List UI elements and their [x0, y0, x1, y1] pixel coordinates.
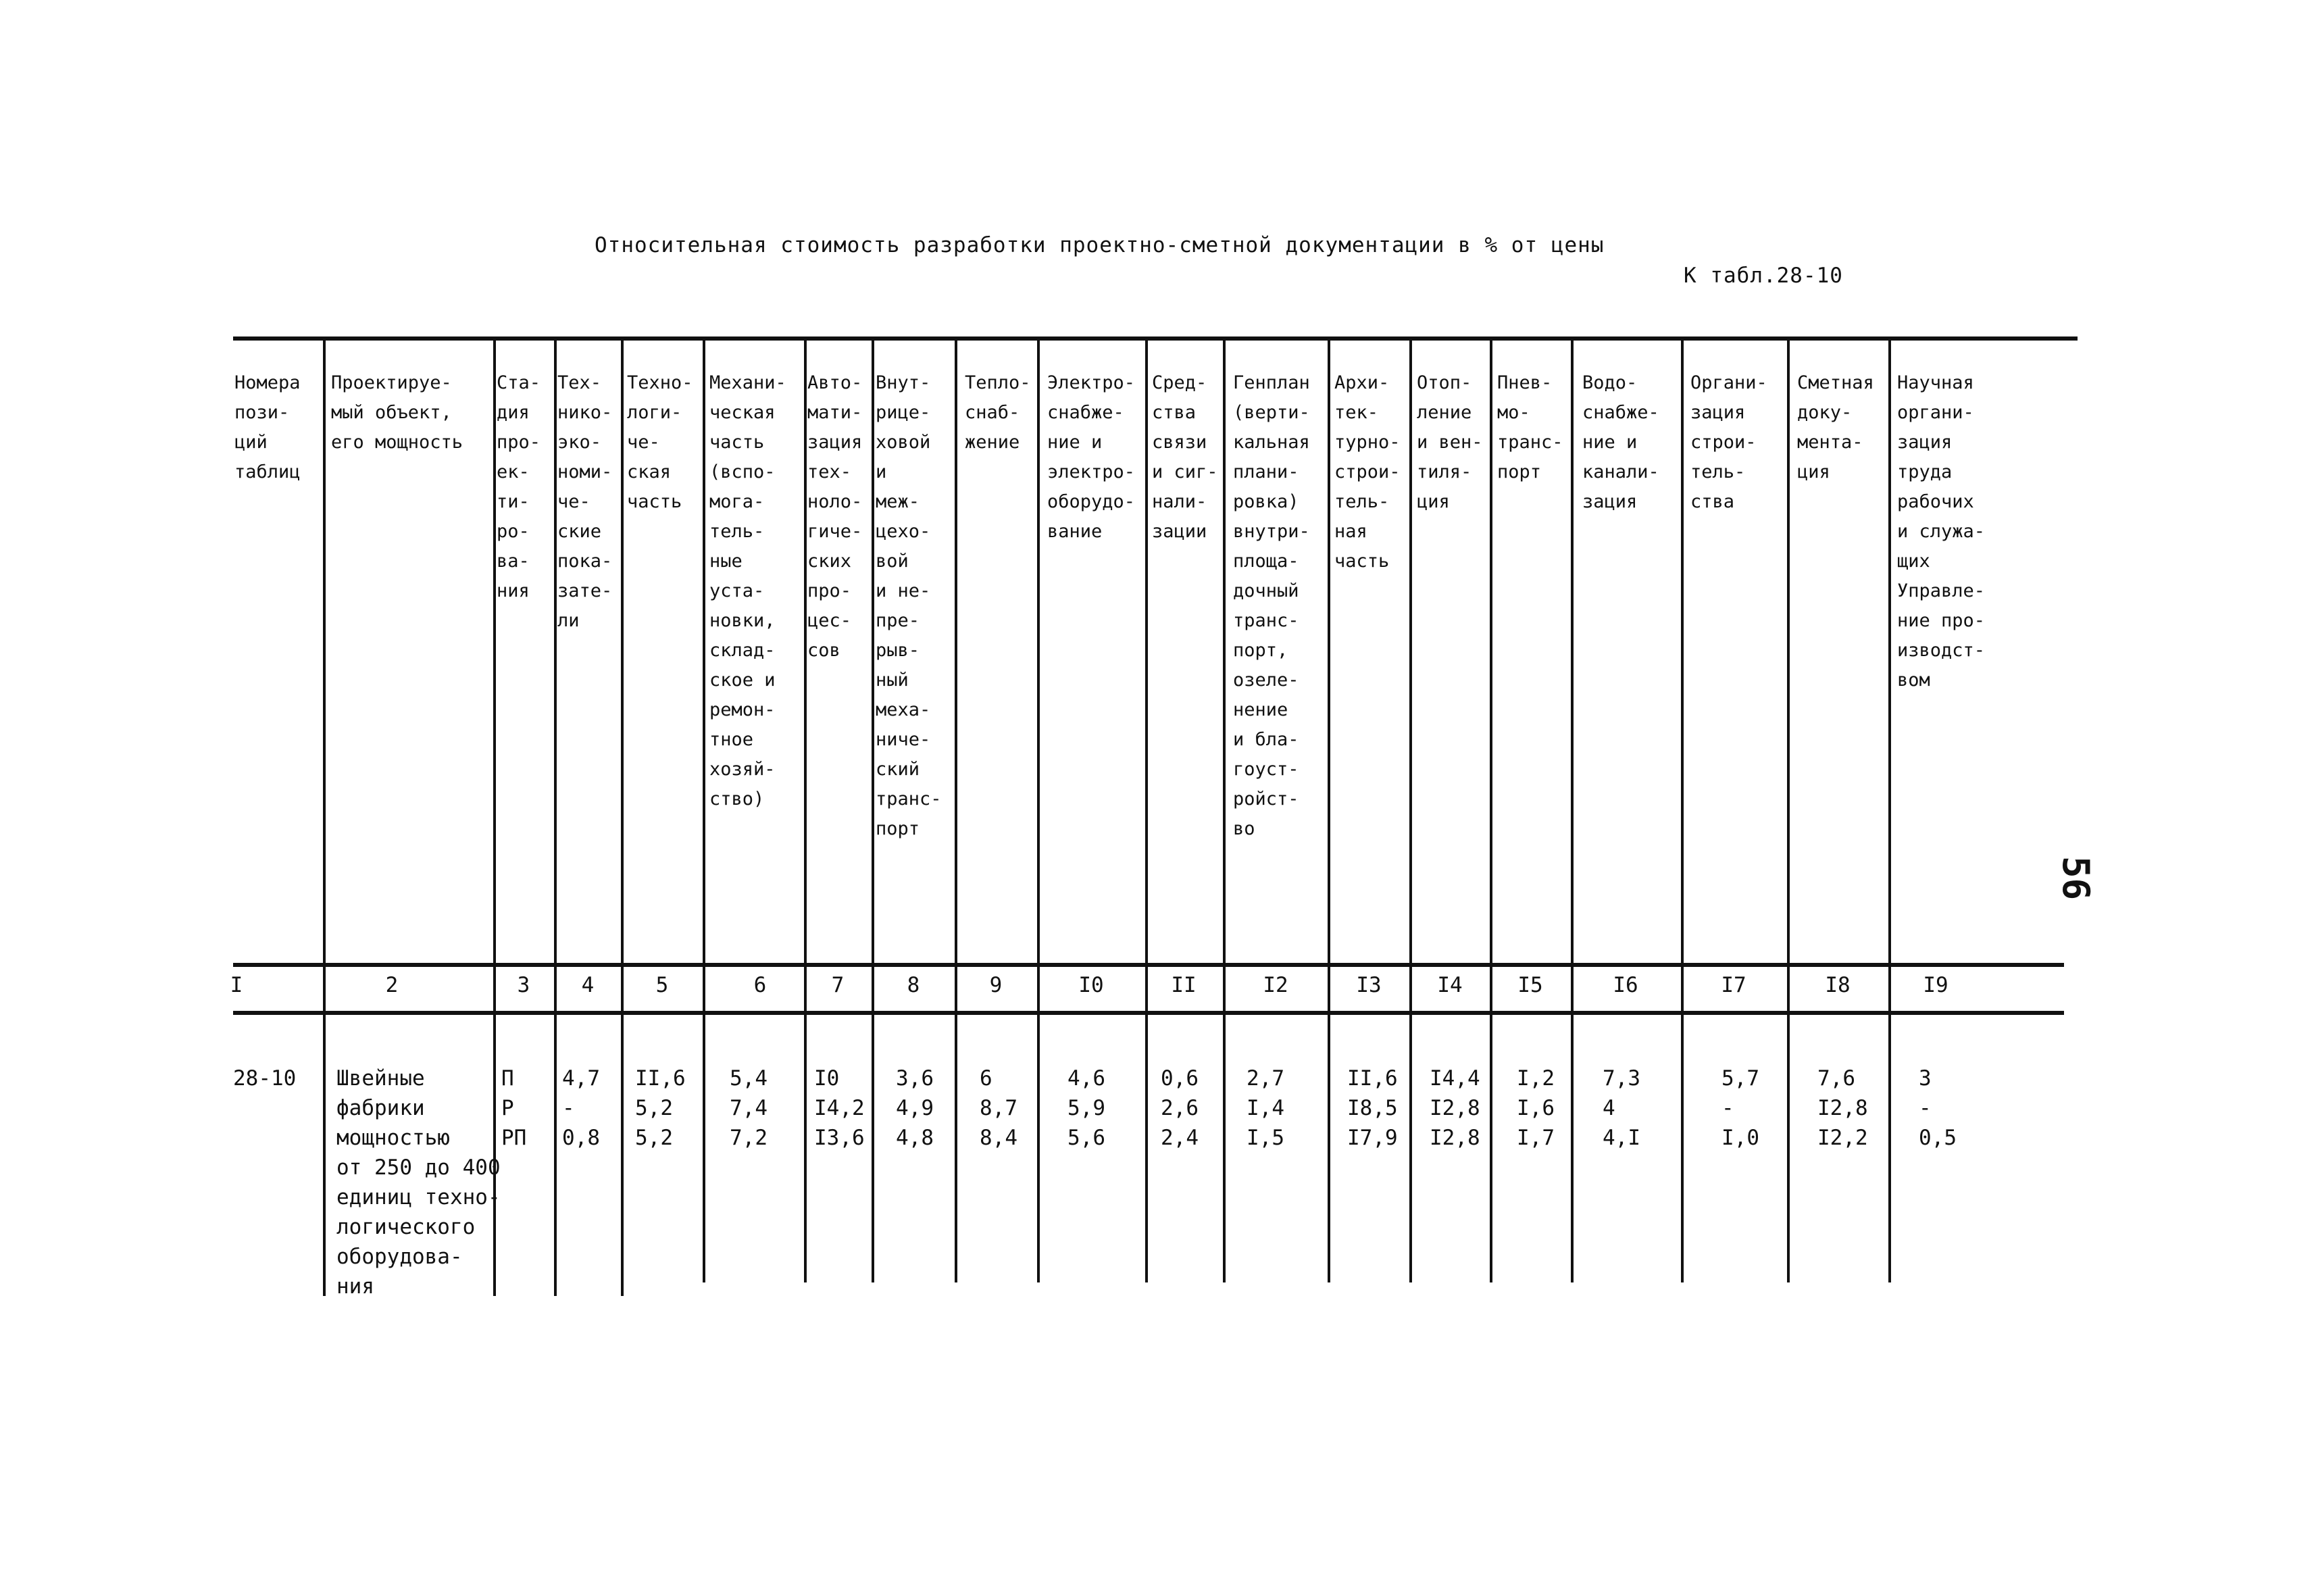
header-col-5: Техно- логи- че- ская часть: [627, 372, 693, 512]
column-number: 8: [907, 973, 920, 997]
cell-heat-supply: 6 8,7 8,4: [980, 1066, 1017, 1150]
header-col-10: Электро- снабже- ние и электро- оборудо- вание: [1047, 372, 1136, 542]
column-divider: [1490, 336, 1492, 1282]
cell-position: 28-10: [233, 1066, 297, 1091]
column-number: I: [230, 973, 243, 997]
header-col-1: Номера пози- ций таблиц: [234, 372, 301, 482]
column-number: I0: [1078, 973, 1104, 997]
column-divider: [1223, 336, 1226, 1282]
header-col-9: Тепло- снаб- жение: [965, 372, 1031, 453]
cell-technological: II,6 5,2 5,2: [635, 1066, 686, 1150]
column-number: I5: [1517, 973, 1543, 997]
column-divider: [621, 336, 624, 1296]
column-divider: [1888, 336, 1891, 1282]
column-divider: [1145, 336, 1148, 1282]
header-col-12: Генплан (верти- кальная плани- ровка) внутри- площа- дочный транс- порт, озеле- нение и бла- гоуст- ройст- во: [1233, 372, 1310, 839]
column-number: I4: [1437, 973, 1463, 997]
cell-pneumatic: I,2 I,6 I,7: [1517, 1066, 1555, 1150]
cell-electrical: 4,6 5,9 5,6: [1067, 1066, 1105, 1150]
column-divider: [872, 336, 874, 1282]
column-number: 7: [831, 973, 845, 997]
cell-transport: 3,6 4,9 4,8: [896, 1066, 934, 1150]
cell-labor-org: 3 - 0,5: [1919, 1066, 1957, 1150]
column-divider: [1681, 336, 1684, 1282]
cell-estimates: 7,6 I2,8 I2,2: [1817, 1066, 1868, 1150]
header-col-2: Проектируе- мый объект, его мощность: [331, 372, 463, 453]
cell-automation: I0 I4,2 I3,6: [814, 1066, 865, 1150]
column-number: 4: [581, 973, 595, 997]
column-number: 9: [989, 973, 1003, 997]
page-number: 56: [2055, 855, 2098, 901]
cell-communications: 0,6 2,6 2,4: [1161, 1066, 1199, 1150]
column-divider: [804, 336, 807, 1282]
column-number: 2: [385, 973, 399, 997]
column-divider: [955, 336, 957, 1282]
cell-architecture: II,6 I8,5 I7,9: [1347, 1066, 1398, 1150]
cell-water-supply: 7,3 4 4,I: [1603, 1066, 1640, 1150]
cell-master-plan: 2,7 I,4 I,5: [1247, 1066, 1284, 1150]
cell-heating: I4,4 I2,8 I2,8: [1430, 1066, 1480, 1150]
header-col-6: Механи- ческая часть (вспо- мога- тель- ные уста- новки, склад- ское и ремон- тное хозяй- ство): [709, 372, 786, 809]
column-divider: [1571, 336, 1574, 1282]
column-number: I2: [1263, 973, 1288, 997]
column-number: 6: [753, 973, 767, 997]
header-col-7: Авто- мати- зация тех- ноло- гиче- ских про- цес- сов: [807, 372, 863, 661]
cell-stage: П Р РП: [501, 1066, 527, 1150]
cell-object: Швейные фабрики мощностью от 250 до 400 единиц техно- логического оборудова- ния: [336, 1066, 501, 1299]
header-col-14: Отоп- ление и вен- тиля- ция: [1417, 372, 1483, 512]
column-number: II: [1171, 973, 1197, 997]
table-top-rule: [233, 336, 2078, 341]
table-reference: К табл.28-10: [1684, 264, 1843, 288]
column-divider: [1037, 336, 1040, 1282]
cell-construction: 5,7 - I,0: [1721, 1066, 1759, 1150]
column-number: I7: [1721, 973, 1746, 997]
cell-tech-economic: 4,7 - 0,8: [562, 1066, 600, 1150]
document-title: Относительная стоимость разработки проектно-сметной документации в % от цены: [595, 233, 1605, 257]
column-number: 3: [517, 973, 530, 997]
column-number: 5: [655, 973, 669, 997]
header-col-4: Тех- нико- эко- номи- че- ские пока- зате- ли: [557, 372, 613, 631]
header-col-17: Органи- зация строи- тель- ства: [1690, 372, 1767, 512]
column-divider: [554, 336, 557, 1296]
cell-mechanical: 5,4 7,4 7,2: [730, 1066, 768, 1150]
header-col-18: Сметная доку- мента- ция: [1797, 372, 1874, 482]
header-col-13: Архи- тек- турно- строи- тель- ная часть: [1334, 372, 1401, 572]
column-number: I8: [1825, 973, 1851, 997]
header-col-3: Ста- дия про- ек- ти- ро- ва- ния: [497, 372, 541, 601]
column-divider: [323, 336, 326, 1296]
header-col-11: Сред- ства связи и сиг- нали- зации: [1152, 372, 1218, 542]
column-number: I6: [1613, 973, 1638, 997]
header-col-16: Водо- снабже- ние и канали- зация: [1582, 372, 1659, 512]
column-divider: [1409, 336, 1412, 1282]
header-col-19: Научная органи- зация труда рабочих и служа- щих Управле- ние про- изводст- вом: [1897, 372, 1986, 691]
header-col-8: Внут- рице- ховой и меж- цехо- вой и не- пре- рыв- ный меха- ниче- ский транс- порт: [876, 372, 942, 839]
column-number: I9: [1923, 973, 1948, 997]
column-divider: [1787, 336, 1790, 1282]
column-divider: [1328, 336, 1330, 1282]
column-divider: [703, 336, 705, 1282]
header-col-15: Пнев- мо- транс- порт: [1497, 372, 1563, 482]
column-number: I3: [1356, 973, 1382, 997]
